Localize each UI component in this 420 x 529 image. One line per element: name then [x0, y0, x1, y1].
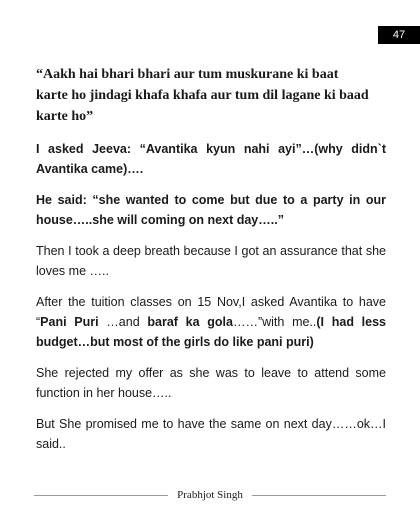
- bold-run: (I had less budget…but most of the girls do like pani puri): [36, 315, 386, 349]
- paragraph-question: I asked Jeeva: “Avantika kyun nahi ayi”…(why didn`t Avantika came)….: [36, 142, 386, 176]
- paragraph-promise: But She promised me to have the same on next day……ok…I said..: [36, 417, 386, 451]
- page-content: [36, 64, 386, 465]
- verse-line: “Aakh hai bhari bhari aur tum muskurane ki baat: [36, 67, 339, 82]
- page-number: 47: [378, 26, 420, 44]
- paragraph-assurance: Then I took a deep breath because I got an assurance that she loves me …..: [36, 244, 386, 278]
- bold-run: baraf ka gola: [147, 315, 233, 329]
- text-run: …and: [98, 315, 148, 329]
- paragraph-answer: He said: “she wanted to come but due to a party in our house…..she will coming on next day…..”: [36, 193, 386, 227]
- text-run: After the tuition classes on 15 Nov,I asked Avantika to have “: [36, 295, 386, 329]
- footer-rule-right: [252, 495, 386, 496]
- verse-line: karte ho jindagi khafa khafa aur tum dil lagane ki baad: [36, 88, 369, 103]
- footer-author: Prabhjot Singh: [177, 489, 243, 501]
- verse-line: karte ho”: [36, 109, 94, 124]
- paragraph-invitation: [36, 292, 386, 352]
- text-run: ……”with me..: [232, 315, 317, 329]
- paragraph-rejection: She rejected my offer as she was to leave to attend some function in her house…..: [36, 366, 386, 400]
- bold-run: Pani Puri: [40, 315, 99, 329]
- verse-block: [36, 64, 386, 127]
- page-footer: [34, 489, 386, 501]
- footer-rule-left: [34, 495, 168, 496]
